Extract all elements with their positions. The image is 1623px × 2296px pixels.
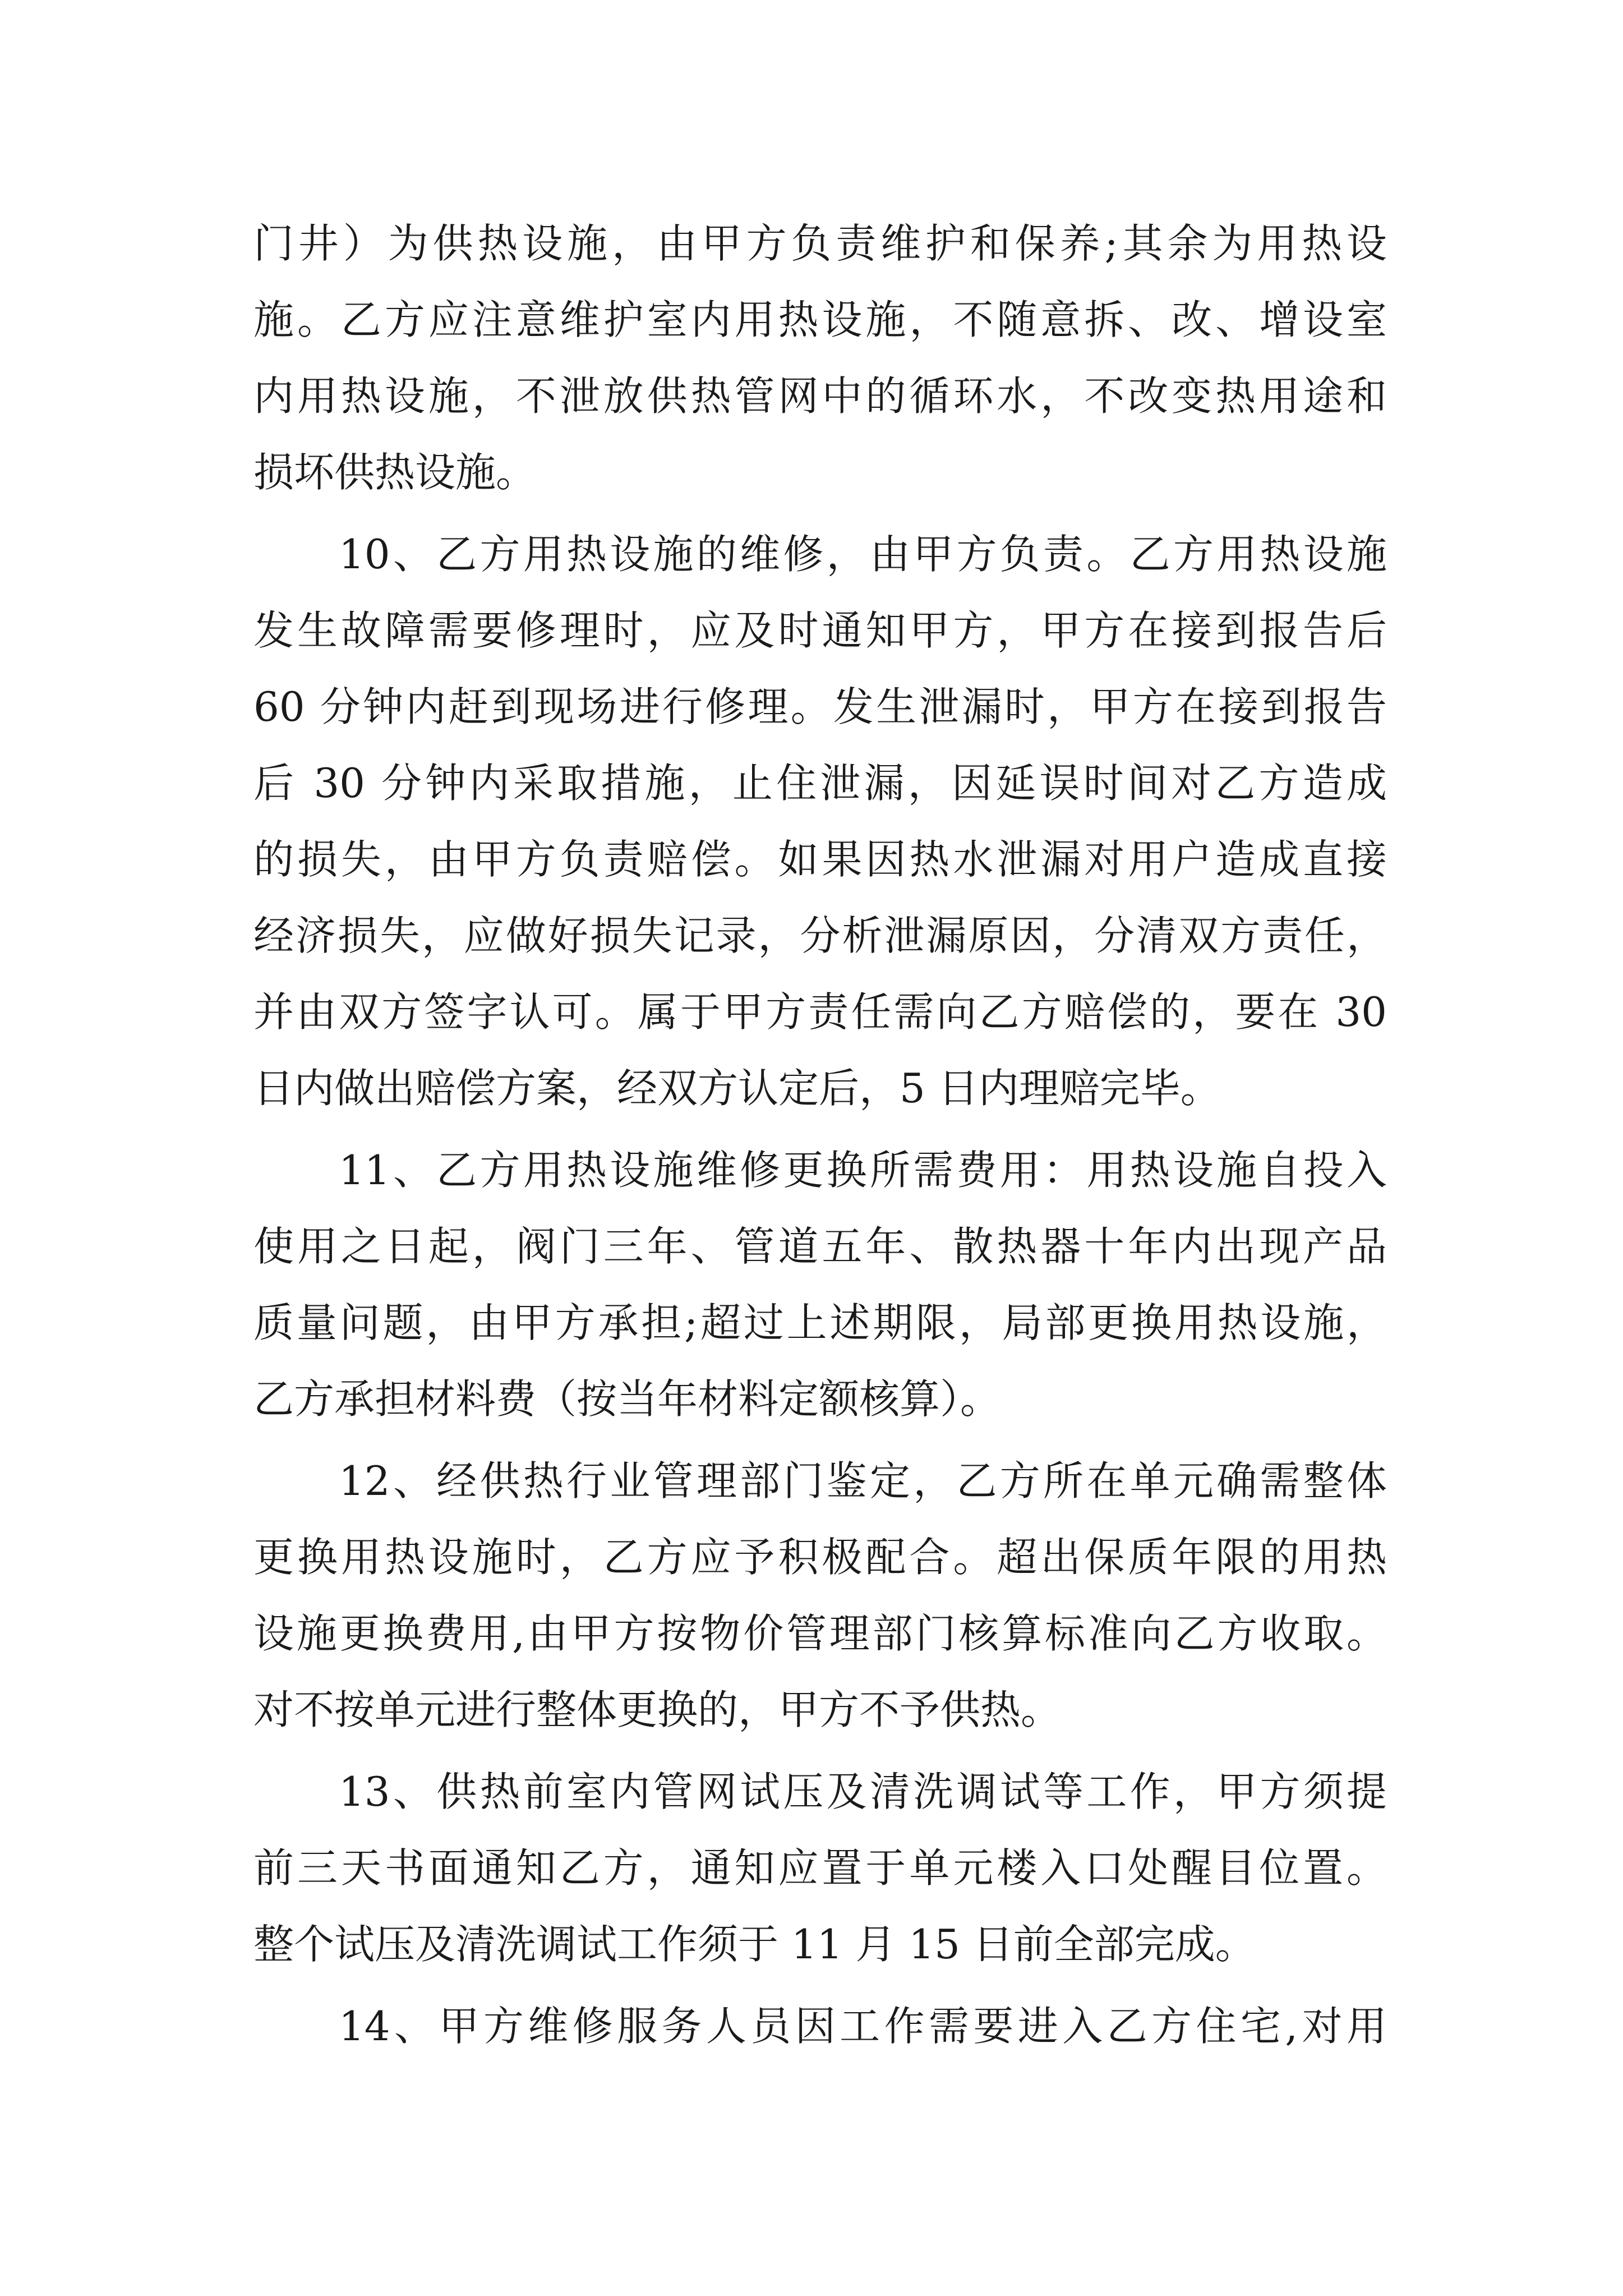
text-line: 门井）为供热设施，由甲方负责维护和保养;其余为用热设 <box>253 220 1387 267</box>
text-line: 对不按单元进行整体更换的，甲方不予供热。 <box>253 1686 1062 1733</box>
text-line: 10、乙方用热设施的维修，由甲方负责。乙方用热设施 <box>339 531 1387 578</box>
paragraph <box>253 516 1387 1126</box>
text-line: 60 分钟内赶到现场进行修理。发生泄漏时，甲方在接到报告 <box>253 683 1387 730</box>
text-line: 11、乙方用热设施维修更换所需费用：用热设施自投入 <box>339 1147 1387 1194</box>
text-line: 的损失，由甲方负责赔偿。如果因热水泄漏对用户造成直接 <box>253 836 1387 883</box>
text-line: 经济损失，应做好损失记录，分析泄漏原因，分清双方责任， <box>253 912 1387 959</box>
text-line: 质量问题，由甲方承担;超过上述期限，局部更换用热设施， <box>253 1299 1387 1346</box>
paragraph <box>253 1754 1387 1982</box>
paragraph <box>253 1132 1387 1437</box>
text-line: 内用热设施，不泄放供热管网中的循环水，不改变热用途和 <box>253 372 1387 420</box>
text-line: 损坏供热设施。 <box>253 449 537 496</box>
text-line: 14、甲方维修服务人员因工作需要进入乙方住宅,对用 <box>339 2003 1387 2050</box>
text-line: 后 30 分钟内采取措施，止住泄漏，因延误时间对乙方造成 <box>253 760 1387 807</box>
text-line: 施。乙方应注意维护室内用热设施，不随意拆、改、增设室 <box>253 296 1387 343</box>
document-body <box>253 205 1387 2064</box>
text-line: 使用之日起，阀门三年、管道五年、散热器十年内出现产品 <box>253 1223 1387 1270</box>
text-line: 13、供热前室内管网试压及清洗调试等工作，甲方须提 <box>339 1768 1387 1815</box>
paragraph <box>253 1988 1387 2064</box>
text-line: 设施更换费用,由甲方按物价管理部门核算标准向乙方收取。 <box>253 1610 1387 1657</box>
text-line: 并由双方签字认可。属于甲方责任需向乙方赔偿的，要在 30 <box>253 988 1387 1036</box>
text-line: 前三天书面通知乙方，通知应置于单元楼入口处醒目位置。 <box>253 1844 1387 1892</box>
text-line: 整个试压及清洗调试工作须于 11 月 15 日前全部完成。 <box>253 1921 1256 1968</box>
text-line: 日内做出赔偿方案，经双方认定后，5 日内理赔完毕。 <box>253 1065 1221 1112</box>
paragraph <box>253 205 1387 510</box>
text-line: 发生故障需要修理时，应及时通知甲方，甲方在接到报告后 <box>253 607 1387 654</box>
text-line: 更换用热设施时，乙方应予积极配合。超出保质年限的用热 <box>253 1534 1387 1581</box>
text-line: 乙方承担材料费（按当年材料定额核算）。 <box>253 1375 1001 1423</box>
text-line: 12、经供热行业管理部门鉴定，乙方所在单元确需整体 <box>339 1457 1387 1504</box>
paragraph <box>253 1443 1387 1748</box>
